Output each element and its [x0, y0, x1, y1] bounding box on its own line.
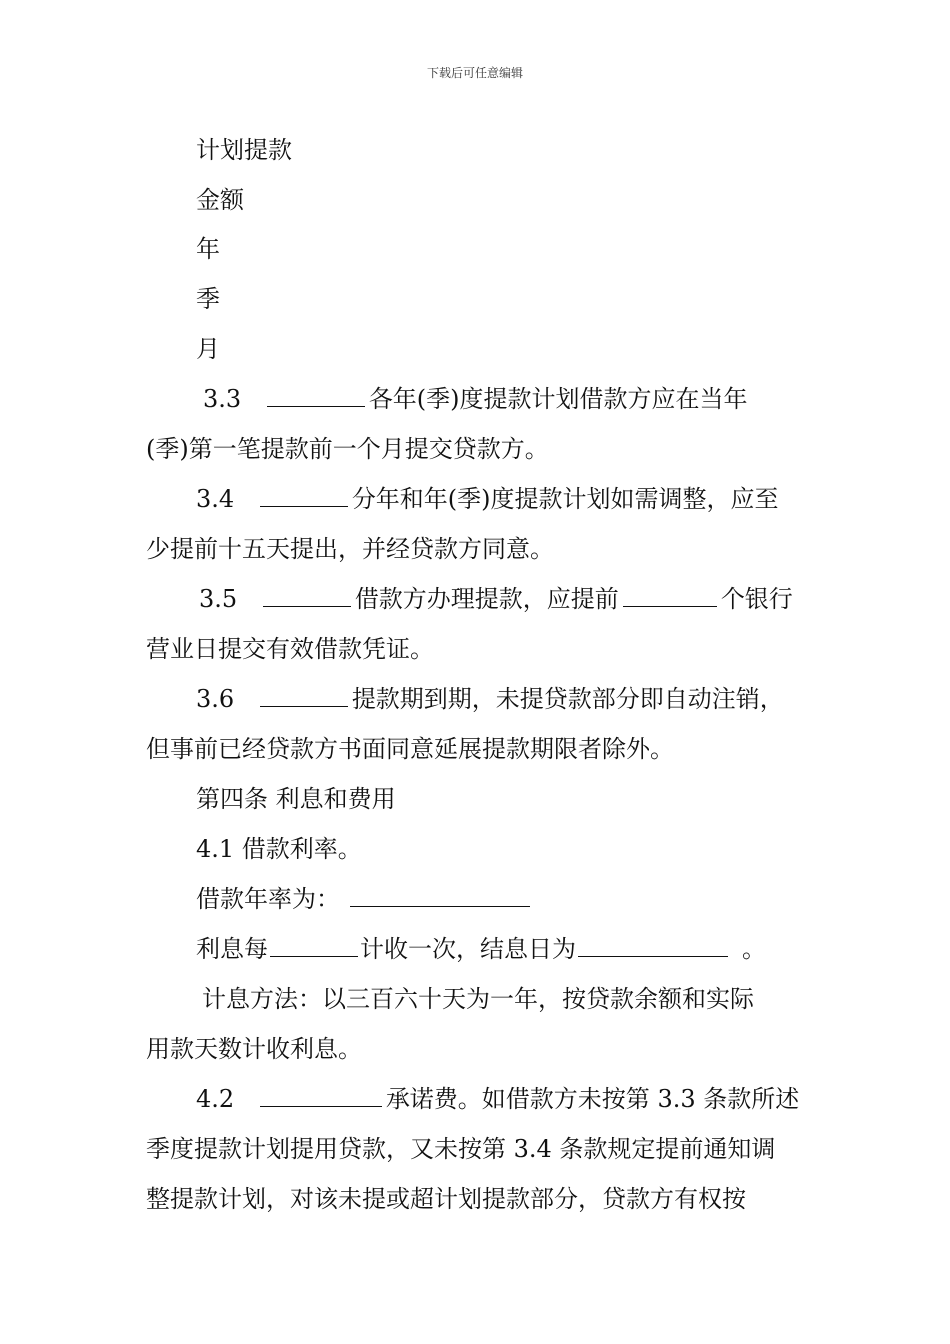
interest-text-a: 利息每: [196, 935, 268, 963]
blank-field: [260, 484, 348, 507]
clause-number: 3.6: [196, 685, 235, 713]
clause-3-4-line1: [196, 484, 779, 514]
clause-3-5-line1: [199, 584, 793, 614]
clause-3-5-line2: 营业日提交有效借款凭证。: [146, 635, 434, 663]
clause-3-6-line2: 但事前已经贷款方书面同意延展提款期限者除外。: [146, 735, 674, 763]
clause-number: 3.3: [203, 385, 242, 413]
blank-field-rate: [350, 884, 530, 907]
interest-method-line2: 用款天数计收利息。: [146, 1035, 362, 1063]
clause-text: 提款期到期，未提贷款部分即自动注销，: [351, 685, 784, 713]
clause-3-3-line2: (季)第一笔提款前一个月提交贷款方。: [146, 435, 549, 463]
clause-text: 承诺费。如借款方未按第 3.3 条款所述: [385, 1085, 800, 1113]
clause-3-3-line1: [203, 384, 748, 414]
blank-field-period: [270, 934, 358, 957]
clause-number: 4.2: [196, 1085, 235, 1113]
table-label-month: 月: [196, 335, 220, 363]
loan-rate-label: 借款年率为：: [196, 885, 340, 913]
interest-text-b: 计收一次，结息日为: [360, 935, 576, 963]
clause-4-2-line1: [196, 1084, 799, 1114]
table-label-year: 年: [196, 235, 220, 263]
blank-field: [260, 1084, 382, 1107]
clause-3-6-line1: [196, 684, 784, 714]
blank-field-settlement-date: [578, 934, 728, 957]
table-label-amount: 金额: [196, 186, 244, 214]
interest-text-c: 。: [742, 935, 766, 963]
clause-4-1-title: 4.1 借款利率。: [196, 835, 362, 863]
clause-3-4-line2: 少提前十五天提出，并经贷款方同意。: [146, 535, 554, 563]
clause-text: 分年和年(季)度提款计划如需调整，应至: [351, 485, 779, 513]
clause-text: 个银行: [720, 585, 793, 613]
blank-field: [267, 384, 365, 407]
interest-line: [196, 934, 766, 964]
blank-field-days: [623, 584, 717, 607]
table-label-quarter: 季: [196, 285, 220, 313]
loan-rate-line: [196, 884, 530, 914]
clause-4-2-line2: 季度提款计划提用贷款，又未按第 3.4 条款规定提前通知调: [146, 1135, 776, 1163]
clause-number: 3.4: [196, 485, 235, 513]
blank-field: [260, 684, 348, 707]
clause-text: 各年(季)度提款计划借款方应在当年: [368, 385, 748, 413]
clause-4-2-line3: 整提款计划，对该未提或超计划提款部分，贷款方有权按: [146, 1185, 746, 1213]
clause-number: 3.5: [199, 585, 238, 613]
blank-field: [263, 584, 351, 607]
clause-text: 借款方办理提款，应提前: [354, 585, 619, 613]
table-label-planned-withdrawal: 计划提款: [196, 136, 292, 164]
interest-method-line1: 计息方法：以三百六十天为一年，按贷款余额和实际: [202, 985, 754, 1013]
page-header: 下载后可任意编辑: [426, 66, 523, 80]
article-4-title: 第四条 利息和费用: [196, 785, 396, 813]
